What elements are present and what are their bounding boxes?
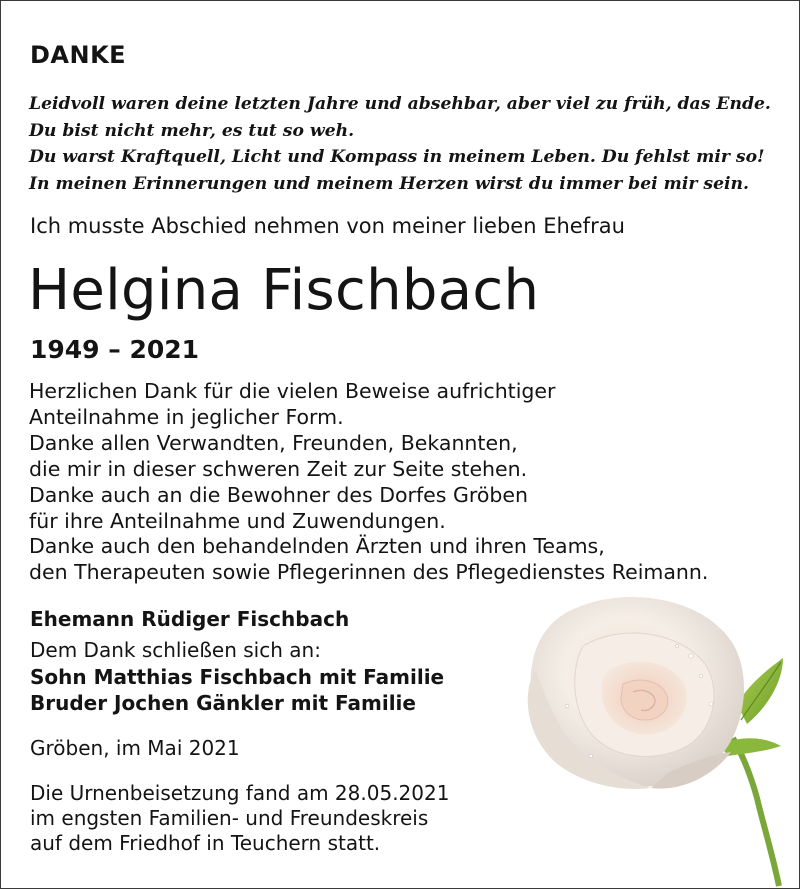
poem-line: Du warst Kraftquell, Licht und Kompass in meinem Leben. Du fehlst mir so! bbox=[29, 147, 765, 167]
poem-line: Leidvoll waren deine letzten Jahre und absehbar, aber viel zu früh, das Ende. bbox=[29, 94, 771, 114]
thanks-line: den Therapeuten sowie Pflegerinnen des Pflegedienstes Reimann. bbox=[29, 560, 709, 585]
family-line: Bruder Jochen Gänkler mit Familie bbox=[30, 691, 416, 715]
place-date: Gröben, im Mai 2021 bbox=[30, 736, 240, 760]
burial-note bbox=[30, 781, 449, 856]
burial-line: auf dem Friedhof in Teuchern statt. bbox=[30, 831, 381, 855]
thanks-line: die mir in dieser schweren Zeit zur Seite stehen. bbox=[29, 456, 528, 481]
thanks-line: Danke auch an die Bewohner des Dorfes Gröben bbox=[29, 482, 529, 507]
thanks-text bbox=[29, 379, 789, 586]
poem-line: In meinen Erinnerungen und meinem Herzen wirst du immer bei mir sein. bbox=[29, 173, 750, 194]
deceased-name: Helgina Fischbach bbox=[28, 258, 540, 323]
poem bbox=[29, 91, 789, 197]
signature-main: Ehemann Rüdiger Fischbach bbox=[30, 607, 350, 631]
thanks-line: Danke allen Verwandten, Freunden, Bekannten, bbox=[29, 430, 518, 455]
intro-text: Ich musste Abschied nehmen von meiner lieben Ehefrau bbox=[30, 214, 625, 238]
poem-line: Du bist nicht mehr, es tut so weh. bbox=[29, 120, 355, 141]
thanks-line: Danke auch den behandelnden Ärzten und ihren Teams, bbox=[29, 534, 605, 559]
heading: DANKE bbox=[30, 41, 127, 69]
burial-line: Die Urnenbeisetzung fand am 28.05.2021 bbox=[30, 781, 450, 805]
white-rose-icon bbox=[501, 586, 799, 888]
life-years: 1949 – 2021 bbox=[30, 335, 200, 364]
thanks-line: für ihre Anteilnahme und Zuwendungen. bbox=[29, 508, 446, 533]
joined-intro: Dem Dank schließen sich an: bbox=[30, 638, 321, 662]
family-line: Sohn Matthias Fischbach mit Familie bbox=[30, 665, 445, 689]
burial-line: im engsten Familien- und Freundeskreis bbox=[30, 806, 429, 830]
thanks-line: Anteilnahme in jeglicher Form. bbox=[29, 404, 344, 429]
thanks-line: Herzlichen Dank für die vielen Beweise aufrichtiger bbox=[29, 379, 556, 403]
